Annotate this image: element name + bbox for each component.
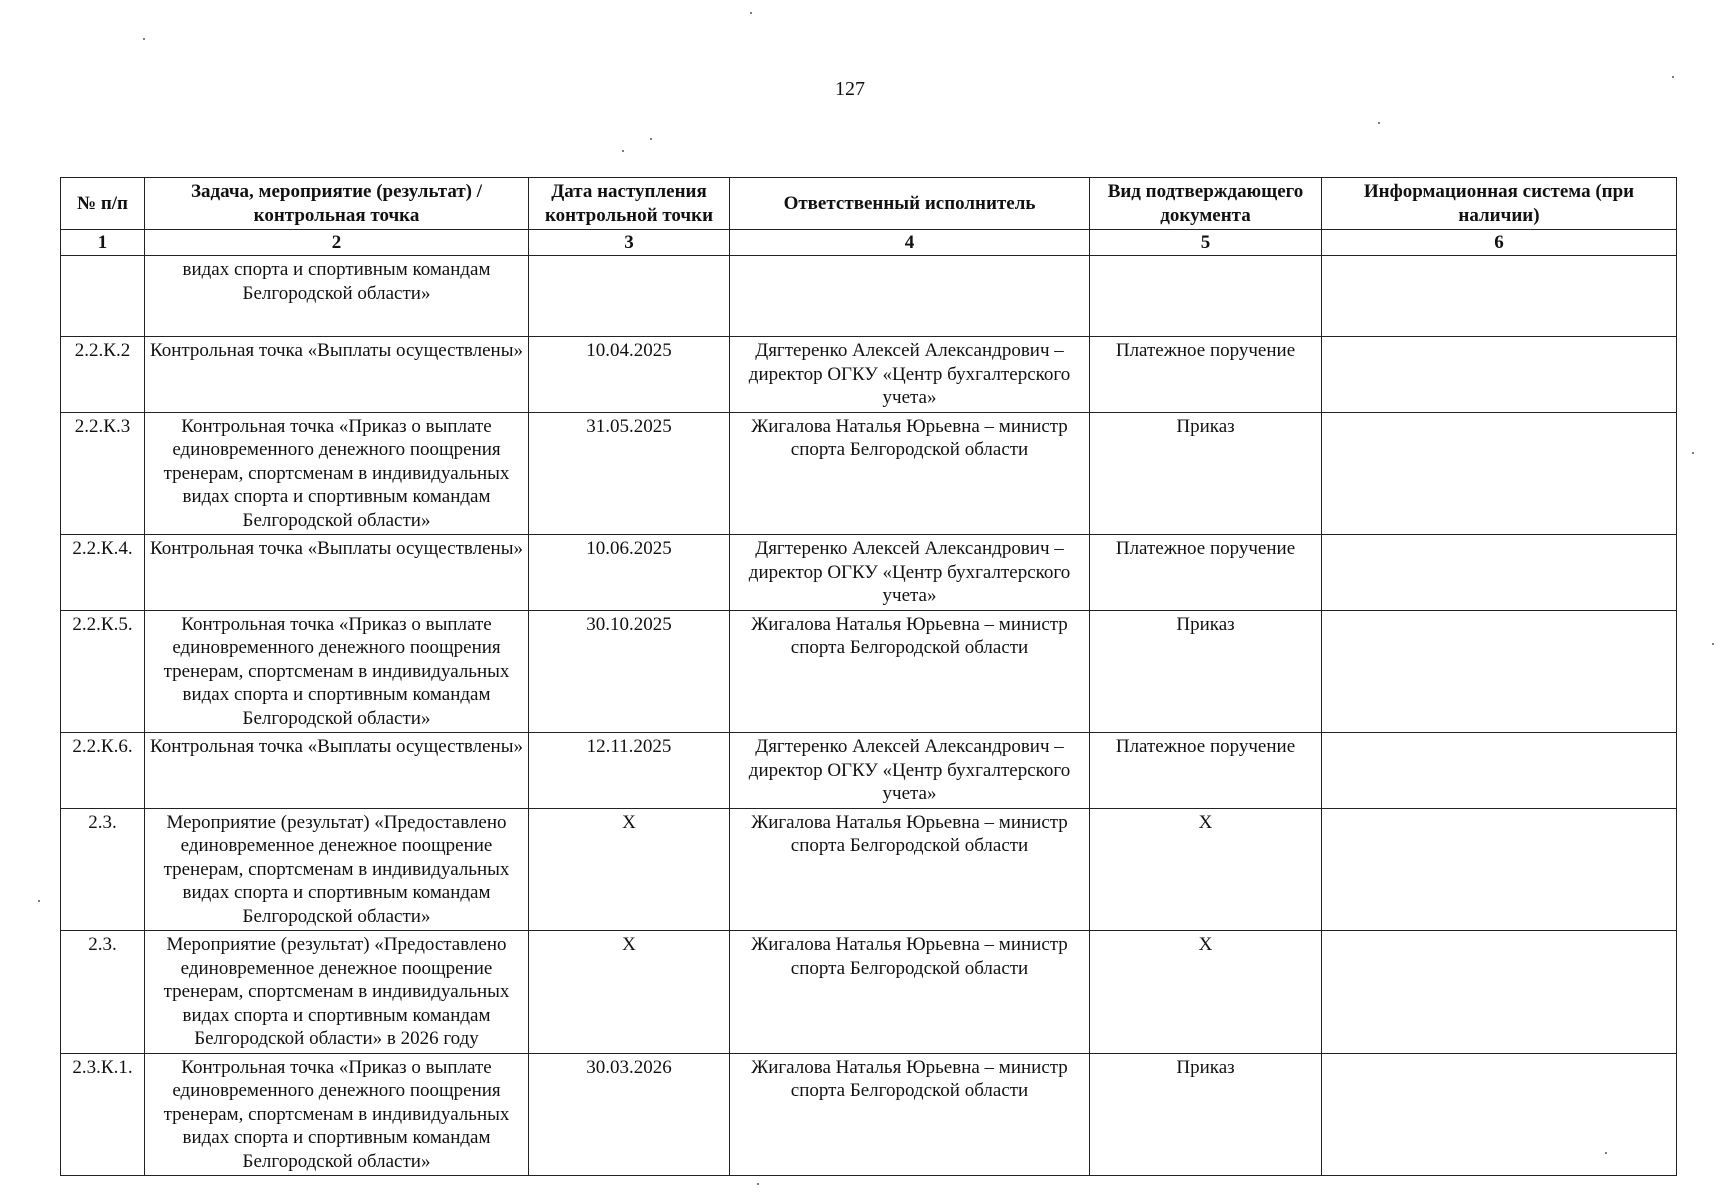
table-row (61, 931, 1677, 1054)
header-date: Дата наступления контрольной точки (529, 178, 730, 230)
cell-num: 2.2.К.5. (61, 610, 145, 733)
cell-num: 2.2.К.4. (61, 535, 145, 611)
column-number: 1 (61, 230, 145, 256)
table-row (61, 610, 1677, 733)
cell-doc-type: Приказ (1090, 412, 1322, 535)
column-number: 4 (730, 230, 1090, 256)
cell-date: Х (529, 808, 730, 931)
cell-task: Контрольная точка «Выплаты осуществлены» (145, 733, 529, 809)
table-row (61, 535, 1677, 611)
table-row (61, 256, 1677, 337)
cell-info-system (1322, 931, 1677, 1054)
cell-info-system (1322, 256, 1677, 337)
cell-executor: Дягтеренко Алексей Александрович – директор ОГКУ «Центр бухгалтерского учета» (730, 535, 1090, 611)
cell-doc-type: Приказ (1090, 1053, 1322, 1176)
cell-date: 10.04.2025 (529, 337, 730, 413)
table-row (61, 733, 1677, 809)
cell-task: Контрольная точка «Приказ о выплате единовременного денежного поощрения тренерам, спортсменам в индивидуальных видах спорта и спортивным командам Белгородской области» (145, 412, 529, 535)
column-number: 6 (1322, 230, 1677, 256)
column-number-row (61, 230, 1677, 256)
cell-num (61, 256, 145, 337)
control-points-table (60, 177, 1677, 1176)
table-row (61, 337, 1677, 413)
column-number: 5 (1090, 230, 1322, 256)
cell-doc-type: Платежное поручение (1090, 733, 1322, 809)
page-number: 127 (835, 78, 865, 100)
cell-doc-type: Приказ (1090, 610, 1322, 733)
cell-info-system (1322, 808, 1677, 931)
cell-date (529, 256, 730, 337)
column-number: 3 (529, 230, 730, 256)
cell-doc-type: Платежное поручение (1090, 535, 1322, 611)
cell-doc-type (1090, 256, 1322, 337)
cell-task: Контрольная точка «Приказ о выплате единовременного денежного поощрения тренерам, спортсменам в индивидуальных видах спорта и спортивным командам Белгородской области» (145, 610, 529, 733)
cell-task: Мероприятие (результат) «Предоставлено единовременное денежное поощрение тренерам, спортсменам в индивидуальных видах спорта и спортивным командам Белгородской области» в 2026 году (145, 931, 529, 1054)
scan-speck (143, 38, 145, 40)
header-num: № п/п (61, 178, 145, 230)
cell-task: видах спорта и спортивным командам Белгородской области» (145, 256, 529, 337)
cell-info-system (1322, 1053, 1677, 1176)
header-info-system: Информационная система (при наличии) (1322, 178, 1677, 230)
cell-num: 2.3.К.1. (61, 1053, 145, 1176)
column-number: 2 (145, 230, 529, 256)
cell-info-system (1322, 535, 1677, 611)
cell-doc-type: Х (1090, 808, 1322, 931)
scan-speck (1692, 452, 1694, 454)
cell-task: Контрольная точка «Выплаты осуществлены» (145, 337, 529, 413)
cell-num: 2.3. (61, 931, 145, 1054)
cell-date: 10.06.2025 (529, 535, 730, 611)
header-executor: Ответственный исполнитель (730, 178, 1090, 230)
scan-speck (757, 1183, 759, 1185)
table-row (61, 808, 1677, 931)
cell-executor: Жигалова Наталья Юрьевна – министр спорта Белгородской области (730, 931, 1090, 1054)
cell-doc-type: Платежное поручение (1090, 337, 1322, 413)
cell-executor: Дягтеренко Алексей Александрович – директор ОГКУ «Центр бухгалтерского учета» (730, 733, 1090, 809)
scan-speck (1672, 76, 1674, 78)
cell-task: Контрольная точка «Приказ о выплате единовременного денежного поощрения тренерам, спортсменам в индивидуальных видах спорта и спортивным командам Белгородской области» (145, 1053, 529, 1176)
header-task: Задача, мероприятие (результат) / контрольная точка (145, 178, 529, 230)
cell-date: 30.03.2026 (529, 1053, 730, 1176)
header-doc-type: Вид подтверждающего документа (1090, 178, 1322, 230)
cell-task: Контрольная точка «Выплаты осуществлены» (145, 535, 529, 611)
cell-date: 31.05.2025 (529, 412, 730, 535)
table-row (61, 1053, 1677, 1176)
scan-speck (38, 900, 40, 902)
cell-info-system (1322, 733, 1677, 809)
scan-speck (622, 150, 624, 152)
scan-speck (650, 138, 652, 140)
cell-num: 2.2.К.2 (61, 337, 145, 413)
scan-speck (1712, 643, 1714, 645)
cell-executor: Жигалова Наталья Юрьевна – министр спорта Белгородской области (730, 610, 1090, 733)
cell-executor: Дягтеренко Алексей Александрович – директор ОГКУ «Центр бухгалтерского учета» (730, 337, 1090, 413)
table-row (61, 412, 1677, 535)
cell-doc-type: Х (1090, 931, 1322, 1054)
scan-speck (750, 12, 752, 14)
cell-info-system (1322, 610, 1677, 733)
cell-date: 12.11.2025 (529, 733, 730, 809)
cell-executor: Жигалова Наталья Юрьевна – министр спорта Белгородской области (730, 1053, 1090, 1176)
cell-num: 2.2.К.6. (61, 733, 145, 809)
scan-speck (1605, 1152, 1607, 1154)
cell-date: Х (529, 931, 730, 1054)
cell-executor: Жигалова Наталья Юрьевна – министр спорта Белгородской области (730, 808, 1090, 931)
cell-num: 2.3. (61, 808, 145, 931)
table-header-row (61, 178, 1677, 230)
cell-executor: Жигалова Наталья Юрьевна – министр спорта Белгородской области (730, 412, 1090, 535)
cell-num: 2.2.К.3 (61, 412, 145, 535)
cell-date: 30.10.2025 (529, 610, 730, 733)
cell-task: Мероприятие (результат) «Предоставлено единовременное денежное поощрение тренерам, спортсменам в индивидуальных видах спорта и спортивным командам Белгородской области» (145, 808, 529, 931)
scan-speck (1378, 122, 1380, 124)
cell-info-system (1322, 337, 1677, 413)
cell-info-system (1322, 412, 1677, 535)
cell-executor (730, 256, 1090, 337)
